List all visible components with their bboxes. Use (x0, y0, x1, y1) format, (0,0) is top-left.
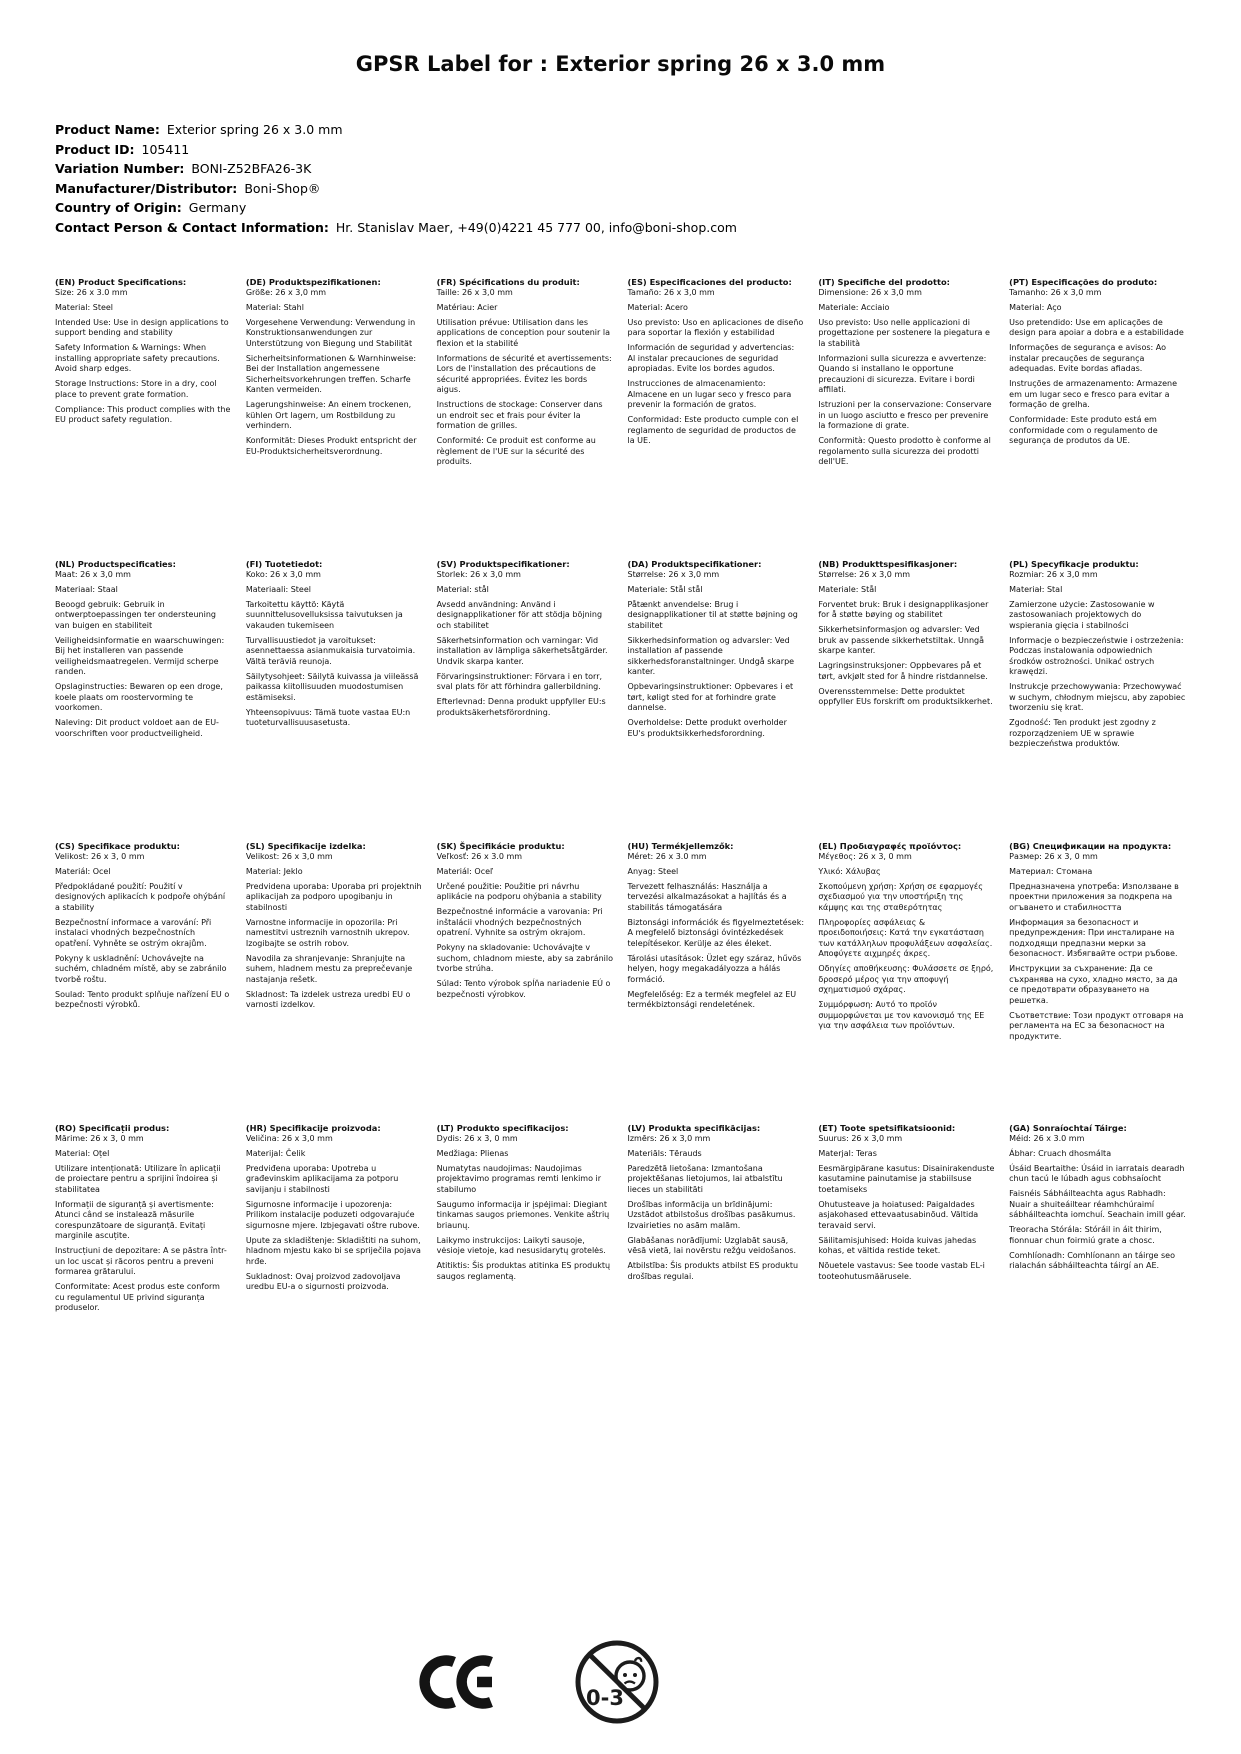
spec-block-header: (CS) Specifikace produktu: (55, 841, 180, 851)
spec-paragraph: Οδηγίες αποθήκευσης: Φυλάσσετε σε ξηρό, δροσερό μέρος για την αποφυγή σχηματισμού σχάρας. (818, 964, 994, 994)
spec-paragraph: Efterlevnad: Denna produkt uppfyller EU:s produktsäkerhetsförordning. (436, 697, 606, 717)
ce-mark-icon (417, 1653, 495, 1711)
spec-paragraph: Biztonsági információk és figyelmeztetések: A megfelelő biztonsági óvintézkedések telepítésekor. Kerülje az éles éleket. (627, 917, 805, 948)
spec-paragraph: Размер: 26 x 3, 0 mm (1009, 851, 1098, 861)
spec-paragraph: Navodila za shranjevanje: Shranjujte na suhem, hladnem mestu za preprečevanje nastajanja rešetk. (245, 953, 413, 984)
spec-block-it (818, 277, 995, 559)
spec-paragraph: Velikost: 26 x 3, 0 mm (55, 851, 145, 861)
spec-paragraph: Avsedd användning: Använd i designapplikationer för att stödja böjning och stabilitet (436, 599, 603, 630)
product-info-value: Germany (188, 200, 247, 215)
spec-paragraph: Съответствие: Този продукт отговаря на регламента на ЕС за безопасност на продуктите. (1009, 1010, 1184, 1041)
spec-block-header: (PL) Specyfikacje produktu: (1009, 559, 1139, 569)
spec-block-et (818, 1123, 995, 1405)
spec-paragraph: Sukladnost: Ovaj proizvod zadovoljava uredbu EU-a o sigurnosti proizvoda. (245, 1271, 401, 1291)
spec-paragraph: Material: Steel (55, 302, 114, 312)
spec-paragraph: Σκοπούμενη χρήση: Χρήση σε εφαρμογές σχεδιασμού για την υποστήριξη της κάμψης και της σταθερότητας (818, 881, 983, 912)
spec-paragraph: Conformità: Questo prodotto è conforme al regolamento sulla sicurezza dei prodotti dell'UE. (818, 436, 991, 466)
spec-paragraph: Informacje o bezpieczeństwie i ostrzeżenia: Podczas instalowania odpowiednich środków ostrożności. Unikać ostrych krawędzi. (1009, 635, 1184, 676)
spec-paragraph: Atbilstība: Šis produkts atbilst ES produktu drošības regulai. (627, 1261, 799, 1281)
spec-paragraph: Materiāls: Tērauds (627, 1148, 702, 1158)
spec-paragraph: Dydis: 26 x 3, 0 mm (436, 1133, 518, 1143)
spec-paragraph: Vorgesehene Verwendung: Verwendung in Konstruktionsanwendungen zur Unterstützung von Biegung und Stabilität (245, 317, 416, 348)
spec-paragraph: Sikkerhedsinformation og advarsler: Ved installation af passende sikkerhedsforanstaltninger. Undgå skarpe kanter. (627, 635, 795, 676)
spec-block-header: (ET) Toote spetsifikatsioonid: (818, 1123, 956, 1133)
spec-paragraph: Numatytas naudojimas: Naudojimas projektavimo programas remti lenkimo ir stabilumo (436, 1163, 602, 1194)
spec-paragraph: Sicherheitsinformationen & Warnhinweise: Bei der Installation angemessene Sicherheitsvorkehrungen treffen. Scharfe Kanten vermeiden. (245, 353, 417, 394)
spec-block-sl (246, 841, 423, 1123)
spec-paragraph: Materjal: Teras (818, 1148, 877, 1158)
spec-paragraph: Størrelse: 26 x 3,0 mm (627, 569, 720, 579)
spec-block-pt (1009, 277, 1186, 559)
spec-paragraph: Glabāšanas norādījumi: Uzglabāt sausā, vēsā vietā, lai novērstu režģu veidošanos. (627, 1235, 796, 1255)
spec-paragraph: Säilytysohjeet: Säilytä kuivassa ja viileässä paikassa kiitollisuuden muodostumisen estämiseksi. (245, 671, 419, 702)
spec-paragraph: Material: Oțel (55, 1148, 110, 1158)
spec-paragraph: Lagerungshinweise: An einem trockenen, kühlen Ort lagern, um Rostbildung zu verhindern. (245, 400, 412, 430)
spec-block-header: (FR) Spécifications du produit: (436, 277, 580, 287)
spec-block-header: (FI) Tuotetiedot: (245, 559, 323, 569)
spec-block-header: (RO) Specificații produs: (55, 1123, 170, 1133)
spec-paragraph: Материал: Стомана (1009, 866, 1093, 876)
spec-block-header: (LV) Produkta specifikācijas: (627, 1123, 761, 1133)
product-info-section (55, 120, 1186, 237)
spec-paragraph: Tarkoitettu käyttö: Käytä suunnittelusovelluksissa taivutuksen ja vakauden tukemiseen (245, 599, 403, 630)
spec-paragraph: Opbevaringsinstruktioner: Opbevares i et tørt, køligt sted for at forhindre grate dannelse. (627, 682, 794, 712)
spec-paragraph: Säkerhetsinformation och varningar: Vid installation av lämpliga säkerhetsåtgärder. Undvik skarpa kanter. (436, 635, 608, 666)
spec-paragraph: Предназначена употреба: Използване в проектни приложения за подкрепа на огъването и стабилността (1009, 881, 1179, 912)
spec-block-ga (1009, 1123, 1186, 1405)
spec-paragraph: Información de seguridad y advertencias: Al instalar precauciones de seguridad apropiadas. Evite los bordes agudos. (627, 343, 795, 373)
spec-paragraph: Tamaño: 26 x 3,0 mm (627, 287, 715, 297)
product-info-value: BONI-Z52BFA26-3K (191, 161, 312, 176)
spec-paragraph: Lagringsinstruksjoner: Oppbevares på et tørt, avkjølt sted for å hindre ristdannelse. (818, 661, 988, 681)
spec-paragraph: Varnostne informacije in opozorila: Pri namestitvi ustreznih varnostnih ukrepov. Izogibajte se ostrih robov. (245, 917, 410, 948)
age-range-text: 0-3 (586, 1686, 624, 1710)
spec-paragraph: Conformidad: Este producto cumple con el reglamento de seguridad de productos de la UE. (627, 415, 799, 445)
spec-block-fi (246, 559, 423, 841)
spec-paragraph: Megfelelőség: Ez a termék megfelel az EU termékbiztonsági rendeletének. (627, 989, 797, 1009)
spec-paragraph: Material: Aço (1009, 302, 1062, 312)
spec-paragraph: Storage Instructions: Store in a dry, cool place to prevent grate formation. (55, 379, 217, 399)
spec-paragraph: Ábhar: Cruach dhosmálta (1009, 1148, 1112, 1158)
spec-paragraph: Materiál: Oceľ (436, 866, 494, 876)
product-info-row (55, 179, 1186, 199)
spec-paragraph: Súlad: Tento výrobok spĺňa nariadenie EÚ o bezpečnosti výrobkov. (436, 979, 611, 999)
spec-paragraph: Utilisation prévue: Utilisation dans les applications de conception pour soutenir la flexion et la stabilité (436, 317, 610, 348)
spec-block-es (627, 277, 804, 559)
spec-paragraph: Koko: 26 x 3,0 mm (245, 569, 321, 579)
product-info-value: Boni-Shop® (244, 180, 321, 196)
spec-block-header: (HR) Specifikacije proizvoda: (245, 1123, 381, 1133)
spec-paragraph: Velikost: 26 x 3,0 mm (245, 851, 333, 861)
spec-block-header: (SL) Specifikacije izdelka: (245, 841, 366, 851)
spec-paragraph: Safety Information & Warnings: When installing appropriate safety precautions. Avoid sharp edges. (55, 343, 220, 373)
spec-paragraph: Naleving: Dit product voldoet aan de EU-voorschriften voor productveiligheid. (55, 718, 219, 738)
spec-paragraph: Zamierzone użycie: Zastosowanie w zastosowaniach projektowych do wspierania gięcia i stabilności (1009, 599, 1155, 630)
spec-paragraph: Informations de sécurité et avertissements: Lors de l'installation des précautions de sécurité appropriées. Évitez les bords aigus. (436, 353, 612, 394)
spec-paragraph: Predviđena uporaba: Upotreba u građevinskim aplikacijama za potporu savijanju i stabilnosti (245, 1163, 399, 1194)
spec-block-el (818, 841, 995, 1123)
spec-paragraph: Upute za skladištenje: Skladištiti na suhom, hladnom mjestu kako bi se spriječila pojava hrđe. (245, 1235, 421, 1266)
spec-paragraph: Uso previsto: Uso nelle applicazioni di progettazione per sostenere la piegatura e la stabilità (818, 317, 990, 348)
spec-paragraph: Izmērs: 26 x 3,0 mm (627, 1133, 711, 1143)
spec-paragraph: Uso previsto: Uso en aplicaciones de diseño para soportar la flexión y estabilidad (627, 317, 804, 337)
spec-block-lv (627, 1123, 804, 1405)
spec-paragraph: Méret: 26 x 3.0 mm (627, 851, 707, 861)
spec-paragraph: Suurus: 26 x 3,0 mm (818, 1133, 903, 1143)
spec-paragraph: Bezpečnostné informácie a varovania: Pri inštalácii vhodných bezpečnostných opatrení. Vyhnite sa ostrým okrajom. (436, 907, 603, 937)
spec-paragraph: Material: stål (436, 584, 489, 594)
spec-paragraph: Materiaali: Steel (245, 584, 311, 594)
spec-paragraph: Materiał: Stal (1009, 584, 1063, 594)
spec-paragraph: Skladnost: Ta izdelek ustreza uredbi EU o varnosti izdelkov. (245, 989, 411, 1009)
spec-block-header: (NL) Productspecificaties: (55, 559, 176, 569)
spec-paragraph: Medžiaga: Plienas (436, 1148, 509, 1158)
spec-block-header: (HU) Termékjellemzők: (627, 841, 734, 851)
spec-paragraph: Ohutusteave ja hoiatused: Paigaldades asjakohased ettevaatusabinõud. Vältida teravaid servi. (818, 1199, 979, 1230)
spec-paragraph: Matériau: Acier (436, 302, 498, 312)
spec-block-header: (PT) Especificações do produto: (1009, 277, 1158, 287)
spec-paragraph: Materiale: Stål (818, 584, 877, 594)
product-info-label: Contact Person & Contact Information: (55, 219, 329, 235)
spec-block-fr (437, 277, 614, 559)
spec-paragraph: Comhlíonadh: Comhlíonann an táirge seo rialachán sábháilteachta táirgí an AE. (1009, 1250, 1175, 1270)
spec-paragraph: Instrucțiuni de depozitare: A se păstra într-un loc uscat și răcoros pentru a preveni formarea grătarului. (55, 1246, 227, 1276)
spec-paragraph: Informazioni sulla sicurezza e avvertenze: Quando si installano le opportune precauzioni di sicurezza. Evitare i bordi affilati. (818, 353, 987, 394)
spec-paragraph: Tárolási utasítások: Üzlet egy száraz, hűvös helyen, hogy megakadályozza a hálás formáció. (627, 953, 802, 984)
page-title: GPSR Label for : Exterior spring 26 x 3.0 mm (355, 52, 886, 76)
spec-paragraph: Dimensione: 26 x 3,0 mm (818, 287, 922, 297)
spec-paragraph: Instruções de armazenamento: Armazene em um lugar seco e fresco para evitar a formação de grelha. (1009, 379, 1178, 409)
product-info-label: Country of Origin: (55, 200, 182, 215)
spec-paragraph: Overholdelse: Dette produkt overholder EU's produktsikkerhedsforordning. (627, 718, 787, 738)
spec-paragraph: Nõuetele vastavus: See toode vastab EL-i tooteohutusmäärusele. (818, 1261, 985, 1281)
spec-paragraph: Anyag: Steel (627, 866, 679, 876)
spec-paragraph: Bezpečnostní informace a varování: Při instalaci vhodných bezpečnostních opatření. Vyhněte se ostrým okrajům. (55, 917, 212, 948)
spec-paragraph: Forventet bruk: Bruk i designapplikasjoner for å støtte bøying og stabilitet (818, 599, 989, 619)
spec-paragraph: Pokyny na skladovanie: Uchovávajte v suchom, chladnom mieste, aby sa zabránilo tvorbe strúha. (436, 943, 614, 973)
spec-paragraph: Material: Jeklo (245, 866, 303, 876)
spec-paragraph: Tervezett felhasználás: Használja a tervezési alkalmazásokat a hajlítás és a stabilitás támogatására (627, 881, 787, 912)
spec-block-da (627, 559, 804, 841)
spec-block-header: (ES) Especificaciones del producto: (627, 277, 792, 287)
spec-paragraph: Sikkerhetsinformasjon og advarsler: Ved bruk av passende sikkerhetstiltak. Unngå skarpe kanter. (818, 625, 985, 655)
product-info-value: 105411 (141, 141, 190, 157)
spec-block-sk (437, 841, 614, 1123)
spec-block-hu (627, 841, 804, 1123)
spec-block-header: (EN) Product Specifications: (55, 277, 187, 287)
spec-paragraph: Faisnéis Sábháilteachta agus Rabhadh: Nuair a shuiteáiltear réamhchúraimí sábháilteachta iomchuí. Seachain imill géar. (1009, 1189, 1186, 1219)
product-info-label: Manufacturer/Distributor: (55, 180, 238, 196)
product-info-row (55, 159, 1186, 179)
product-info-row (55, 218, 1186, 238)
spec-paragraph: Material: Acero (627, 302, 688, 312)
spec-paragraph: Størrelse: 26 x 3,0 mm (818, 569, 911, 579)
spec-paragraph: Overensstemmelse: Dette produktet oppfyller EUs forskrift om produktsikkerhet. (818, 686, 993, 706)
spec-paragraph: Predvidena uporaba: Uporaba pri projektnih aplikacijah za podporo upogibanju in stabilnosti (245, 881, 422, 912)
product-info-row (55, 120, 1186, 140)
spec-block-header: (DA) Produktspecifikationer: (627, 559, 762, 569)
spec-paragraph: Инструкции за съхранение: Да се съхранява на сухо, хладно място, за да се предотврати образуването на решетка. (1009, 964, 1178, 1005)
spec-paragraph: Utilizare intenționată: Utilizare în aplicații de proiectare pentru a sprijini îndoirea și stabilitatea (55, 1163, 221, 1194)
spec-paragraph: Pokyny k uskladnění: Uchovávejte na suchém, chladném místě, aby se zabránilo tvorbě roštu. (55, 953, 227, 984)
spec-paragraph: Uso pretendido: Use em aplicações de design para apoiar a dobra e a estabilidade (1009, 317, 1184, 337)
spec-paragraph: Treoracha Stórála: Stóráil in áit thirim, fionnuar chun foirmiú grate a chosc. (1009, 1225, 1162, 1245)
spec-block-cs (55, 841, 232, 1123)
spec-paragraph: Beoogd gebruik: Gebruik in ontwerptoepassingen ter ondersteuning van buigen en stabiliteit (55, 599, 216, 630)
spec-block-header: (BG) Спецификации на продукта: (1009, 841, 1172, 851)
spec-block-header: (SV) Produktspecifikationer: (436, 559, 570, 569)
spec-paragraph: Informações de segurança e avisos: Ao instalar precauções de segurança adequadas. Evite bordas afiadas. (1009, 343, 1166, 373)
product-info-row (55, 198, 1186, 218)
spec-paragraph: Material: Stahl (245, 302, 304, 312)
product-info-value: Exterior spring 26 x 3.0 mm (166, 122, 343, 137)
spec-paragraph: Påtænkt anvendelse: Brug i designapplikationer til at støtte bøjning og stabilitet (627, 599, 798, 630)
spec-paragraph: Rozmiar: 26 x 3,0 mm (1009, 569, 1098, 579)
spec-block-de (246, 277, 423, 559)
product-info-label: Product ID: (55, 141, 135, 157)
spec-paragraph: Eesmärgipärane kasutus: Disainirakenduste kasutamine painutamise ja stabiilsuse toetamiseks (818, 1163, 995, 1194)
spec-block-nb (818, 559, 995, 841)
spec-paragraph: Säilitamisjuhised: Hoida kuivas jahedas kohas, et vältida restide teket. (818, 1235, 977, 1255)
spec-paragraph: Storlek: 26 x 3,0 mm (436, 569, 521, 579)
language-spec-grid (55, 277, 1186, 1405)
spec-paragraph: Zgodność: Ten produkt jest zgodny z rozporządzeniem UE w sprawie bezpieczeństwa produktów. (1009, 718, 1156, 748)
spec-paragraph: Veiligheidsinformatie en waarschuwingen: Bij het installeren van passende veiligheidsmaatregelen. Vermijd scherpe randen. (55, 635, 225, 676)
spec-paragraph: Istruzioni per la conservazione: Conservare in un luogo asciutto e fresco per prevenire la formazione di grate. (818, 400, 992, 430)
spec-paragraph: Saugumo informacija ir įspėjimai: Diegiant tinkamas saugos priemones. Venkite aštrių briaunų. (436, 1199, 610, 1230)
spec-paragraph: Úsáid Beartaithe: Úsáid in iarratais dearadh chun tacú le lúbadh agus cobhsaíocht (1009, 1163, 1185, 1183)
spec-block-header: (DE) Produktspezifikationen: (245, 277, 381, 287)
product-info-row (55, 140, 1186, 160)
spec-block-nl (55, 559, 232, 841)
spec-paragraph: Πληροφορίες ασφάλειας & προειδοποιήσεις: Κατά την εγκατάσταση των κατάλληλων προφυλάξεων ασφαλείας. Αποφύγετε αιχμηρές άκρες. (818, 917, 993, 958)
spec-paragraph: Paredzētā lietošana: Izmantošana projektēšanas lietojumos, lai atbalstītu lieces un stabilitāti (627, 1163, 783, 1194)
spec-paragraph: Förvaringsinstruktioner: Förvara i en torr, sval plats för att förhindra gallerbildning. (436, 671, 603, 691)
spec-paragraph: Intended Use: Use in design applications to support bending and stability (55, 317, 229, 337)
spec-paragraph: Size: 26 x 3.0 mm (55, 287, 128, 297)
spec-paragraph: Yhteensopivuus: Tämä tuote vastaa EU:n tuoteturvallisuusasetusta. (245, 707, 411, 727)
age-warning-0-3-icon (573, 1638, 661, 1726)
spec-paragraph: Laikymo instrukcijos: Laikyti sausoje, vėsioje vietoje, kad nesusidarytų grotelės. (436, 1235, 606, 1255)
spec-paragraph: Maat: 26 x 3,0 mm (55, 569, 131, 579)
spec-block-lt (437, 1123, 614, 1405)
spec-paragraph: Conformité: Ce produit est conforme au règlement de l'UE sur la sécurité des produits. (436, 436, 596, 466)
spec-paragraph: Tamanho: 26 x 3,0 mm (1009, 287, 1102, 297)
spec-paragraph: Materiaal: Staal (55, 584, 118, 594)
product-info-label: Product Name: (55, 122, 160, 137)
spec-block-header: (SK) Špecifikácie produktu: (436, 841, 565, 851)
footer-icons (417, 1638, 661, 1726)
spec-paragraph: Veličina: 26 x 3,0 mm (245, 1133, 333, 1143)
spec-paragraph: Určené použitie: Použitie pri návrhu aplikácie na podporu ohýbania a stability (436, 881, 602, 901)
spec-paragraph: Opslaginstructies: Bewaren op een droge, koele plaats om roostervorming te voorkomen. (55, 682, 223, 712)
product-info-value: Hr. Stanislav Maer, +49(0)4221 45 777 00, info@boni-shop.com (335, 219, 737, 235)
spec-paragraph: Konformität: Dieses Produkt entspricht der EU-Produktsicherheitsverordnung. (245, 436, 417, 456)
spec-paragraph: Méid: 26 x 3.0 mm (1009, 1133, 1085, 1143)
spec-block-header: (GA) Sonraíochtaí Táirge: (1009, 1123, 1127, 1133)
spec-paragraph: Drošības informācija un brīdinājumi: Uzstādot atbilstošus drošības pasākumus. Izvairieties no asām malām. (627, 1199, 796, 1230)
spec-paragraph: Materiale: Stål stål (627, 584, 703, 594)
spec-block-hr (246, 1123, 423, 1405)
spec-block-header: (NB) Produkttspesifikasjoner: (818, 559, 958, 569)
spec-block-sv (437, 559, 614, 841)
spec-paragraph: Συμμόρφωση: Αυτό το προϊόν συμμορφώνεται με τον κανονισμό της ΕΕ για την ασφάλεια των προϊόντων. (818, 1000, 985, 1030)
spec-paragraph: Größe: 26 x 3,0 mm (245, 287, 327, 297)
spec-block-header: (EL) Προδιαγραφές προϊόντος: (818, 841, 962, 851)
product-info-label: Variation Number: (55, 161, 185, 176)
spec-paragraph: Информация за безопасност и предупреждения: При инсталиране на подходящи предпазни мерки за безопасност. Избягвайте остри ръбове. (1009, 917, 1178, 958)
spec-paragraph: Υλικό: Χάλυβας (818, 866, 881, 876)
spec-paragraph: Instrukcje przechowywania: Przechowywać w suchym, chłodnym miejscu, aby zapobiec tworzeniu się krat. (1009, 682, 1186, 712)
spec-paragraph: Μέγεθος: 26 x 3, 0 mm (818, 851, 912, 861)
spec-paragraph: Conformidade: Este produto está em conformidade com o regulamento de segurança de produtos da UE. (1009, 415, 1158, 445)
spec-block-ro (55, 1123, 232, 1405)
spec-paragraph: Materijal: Čelik (245, 1148, 306, 1158)
spec-paragraph: Materiál: Ocel (55, 866, 111, 876)
spec-paragraph: Instructions de stockage: Conserver dans un endroit sec et frais pour éviter la formation de grilles. (436, 400, 603, 430)
spec-paragraph: Předpokládané použití: Použití v designových aplikacích k podpoře ohýbání a stability (55, 881, 226, 912)
spec-paragraph: Soulad: Tento produkt splňuje nařízení EU o bezpečnosti výrobků. (55, 989, 230, 1009)
spec-paragraph: Materiale: Acciaio (818, 302, 890, 312)
spec-block-header: (IT) Specifiche del prodotto: (818, 277, 950, 287)
spec-block-en (55, 277, 232, 559)
spec-paragraph: Informații de siguranță și avertismente: Atunci când se instalează măsurile corespunzătoare de siguranță. Evitați marginile ascuțite. (55, 1199, 214, 1240)
spec-paragraph: Atitiktis: Šis produktas atitinka ES produktų saugos reglamentą. (436, 1261, 611, 1281)
spec-paragraph: Sigurnosne informacije i upozorenja: Prilikom instalacije poduzeti odgovarajuće sigurnosne mjere. Izbjegavati oštre rubove. (245, 1199, 420, 1230)
spec-block-bg (1009, 841, 1186, 1123)
spec-paragraph: Veľkosť: 26 x 3.0 mm (436, 851, 523, 861)
spec-paragraph: Instrucciones de almacenamiento: Almacene en un lugar seco y fresco para prevenir la formación de gratos. (627, 379, 792, 409)
spec-paragraph: Turvallisuustiedot ja varoitukset: asennettaessa asianmukaisia turvatoimia. Vältä teräviä reunoja. (245, 635, 416, 666)
spec-paragraph: Compliance: This product complies with the EU product safety regulation. (55, 404, 231, 424)
spec-paragraph: Mărime: 26 x 3, 0 mm (55, 1133, 144, 1143)
spec-block-header: (LT) Produkto specifikacijos: (436, 1123, 569, 1133)
spec-block-pl (1009, 559, 1186, 841)
spec-paragraph: Taille: 26 x 3,0 mm (436, 287, 513, 297)
spec-paragraph: Conformitate: Acest produs este conform cu regulamentul UE privind siguranța produselor. (55, 1282, 220, 1312)
